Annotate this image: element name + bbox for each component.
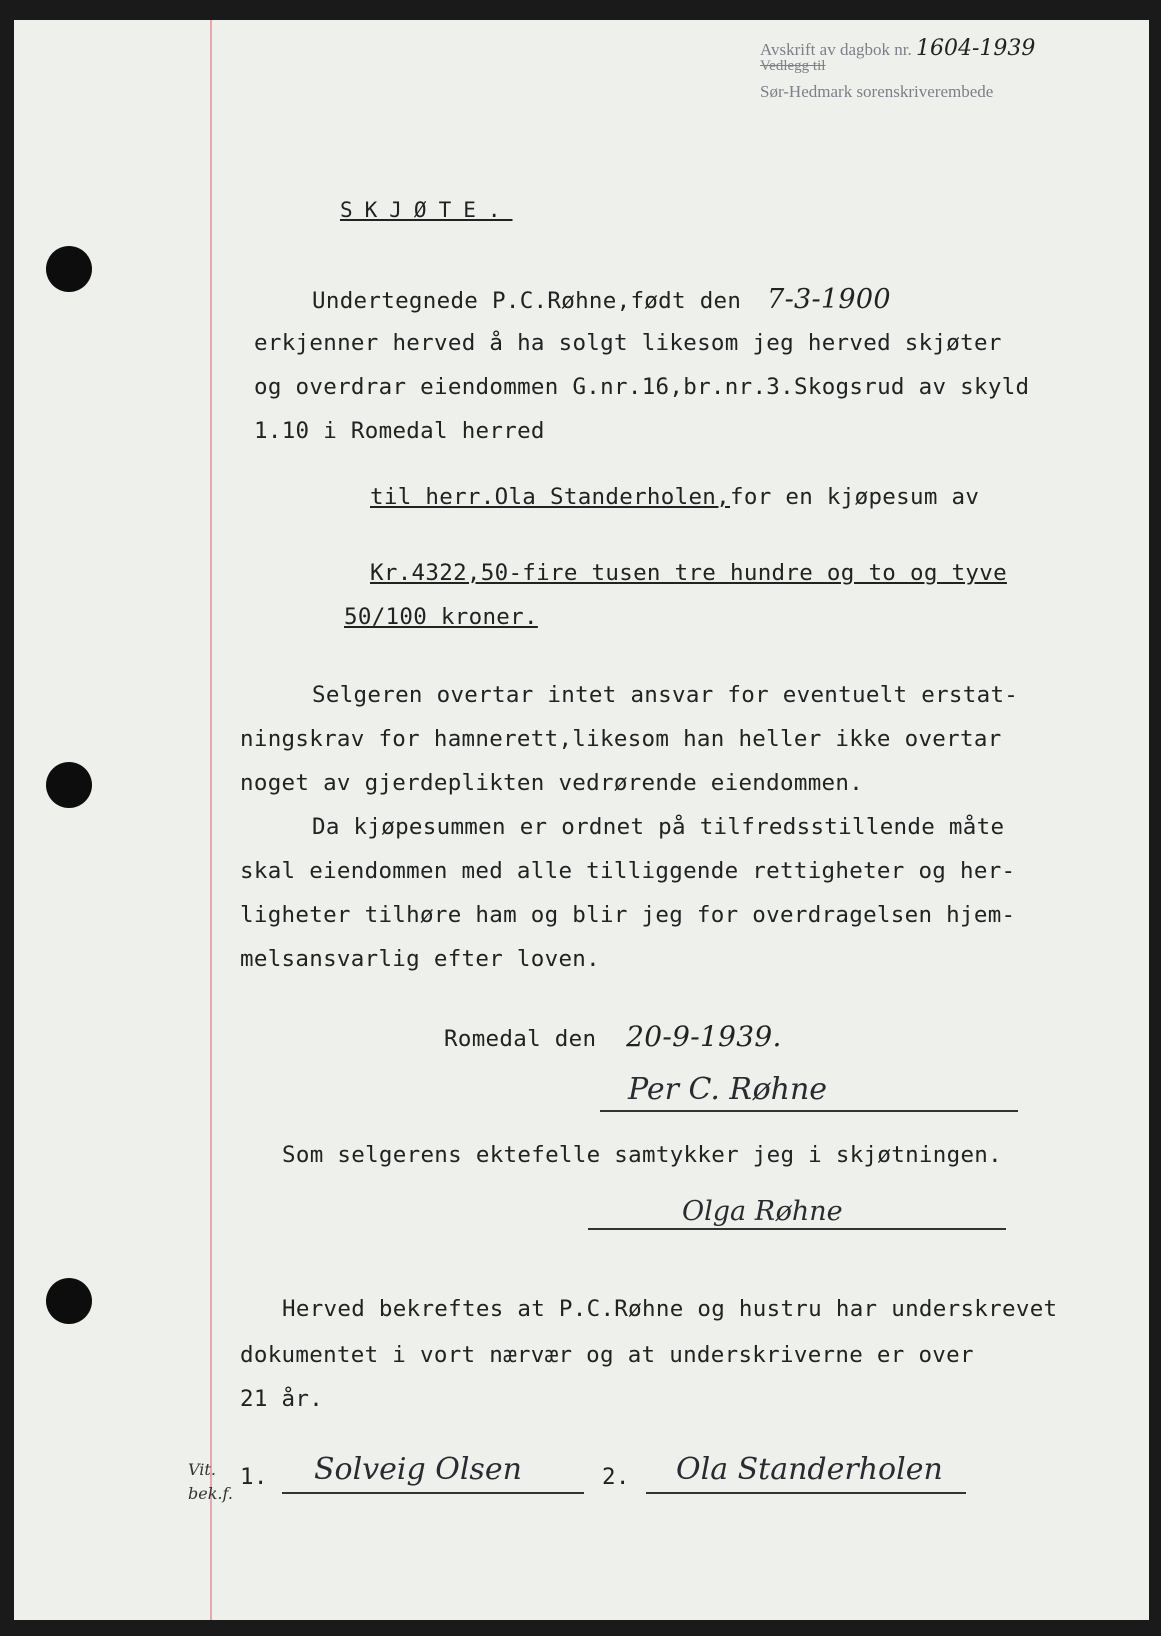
dateline-place: Romedal den: [444, 1026, 597, 1052]
dateline: [444, 1020, 782, 1053]
spouse-signature: Olga Røhne: [682, 1196, 843, 1227]
witness1-signature-line: [282, 1492, 584, 1494]
witness2-signature: Ola Standerholen: [676, 1452, 943, 1487]
buyer-rest: for en kjøpesum av: [730, 484, 980, 510]
witness-line1: Herved bekreftes at P.C.Røhne og hustru har underskrevet: [282, 1296, 1058, 1322]
stamp-office: Sør-Hedmark sorenskriverembede: [760, 82, 994, 101]
buyer-line: [370, 484, 979, 510]
para3-line2: skal eiendommen med alle tilliggende rettigheter og her-: [240, 858, 1016, 884]
witness-number-2: 2.: [602, 1464, 630, 1490]
para2-line2: ningskrav for hamnerett,likesom han heller ikke overtar: [240, 726, 1002, 752]
para1-line2: erkjenner herved å ha solgt likesom jeg herved skjøter: [254, 330, 1002, 356]
witness-number-1: 1.: [240, 1464, 268, 1490]
para1-line1: [312, 284, 891, 315]
price-line2: 50/100 kroner.: [344, 604, 538, 630]
stamp-mid: dagbok nr.: [839, 40, 912, 59]
stamp-struck-text: Vedlegg til: [760, 58, 826, 74]
document-title: SKJØTE.: [340, 198, 513, 222]
para2-line3: noget av gjerdeplikten vedrørende eiendommen.: [240, 770, 864, 796]
punch-hole-middle: [46, 762, 92, 808]
punch-hole-top: [46, 246, 92, 292]
seller-signature: Per C. Røhne: [628, 1072, 828, 1107]
buyer-name: til herr.Ola Standerholen,: [370, 484, 730, 510]
spouse-signature-line: [588, 1228, 1006, 1230]
witness-margin-note: Vit. bek.f.: [188, 1460, 233, 1503]
para3-line4: melsansvarlig efter loven.: [240, 946, 600, 972]
para1-line4: 1.10 i Romedal herred: [254, 418, 545, 444]
spouse-consent-text: Som selgerens ektefelle samtykker jeg i skjøtningen.: [282, 1142, 1002, 1168]
para1-line3: og overdrar eiendommen G.nr.16,br.nr.3.Skogsrud av skyld: [254, 374, 1030, 400]
witness-line2: dokumentet i vort nærvær og at underskriverne er over: [240, 1342, 974, 1368]
stamp-prefix: Avskrift av: [760, 40, 836, 59]
para3-line1: Da kjøpesummen er ordnet på tilfredsstillende måte: [312, 814, 1005, 840]
price-line1: Kr.4322,50-fire tusen tre hundre og to og tyve: [370, 560, 1007, 586]
signing-date: 20-9-1939.: [626, 1020, 782, 1053]
punch-hole-bottom: [46, 1278, 92, 1324]
stamp-journal-number: 1604-1939: [915, 36, 1036, 61]
birth-date: 7-3-1900: [767, 284, 891, 315]
para2-line1: Selgeren overtar intet ansvar for eventuelt erstat-: [312, 682, 1019, 708]
witness-line3: 21 år.: [240, 1386, 324, 1412]
witness2-signature-line: [646, 1492, 966, 1494]
witness1-signature: Solveig Olsen: [314, 1452, 522, 1487]
margin-rule: [210, 20, 212, 1620]
seller-signature-line: [600, 1110, 1018, 1112]
para3-line3: ligheter tilhøre ham og blir jeg for overdragelsen hjem-: [240, 902, 1016, 928]
document-page: [14, 20, 1149, 1620]
para1-lead: Undertegnede P.C.Røhne,født den: [312, 288, 742, 314]
